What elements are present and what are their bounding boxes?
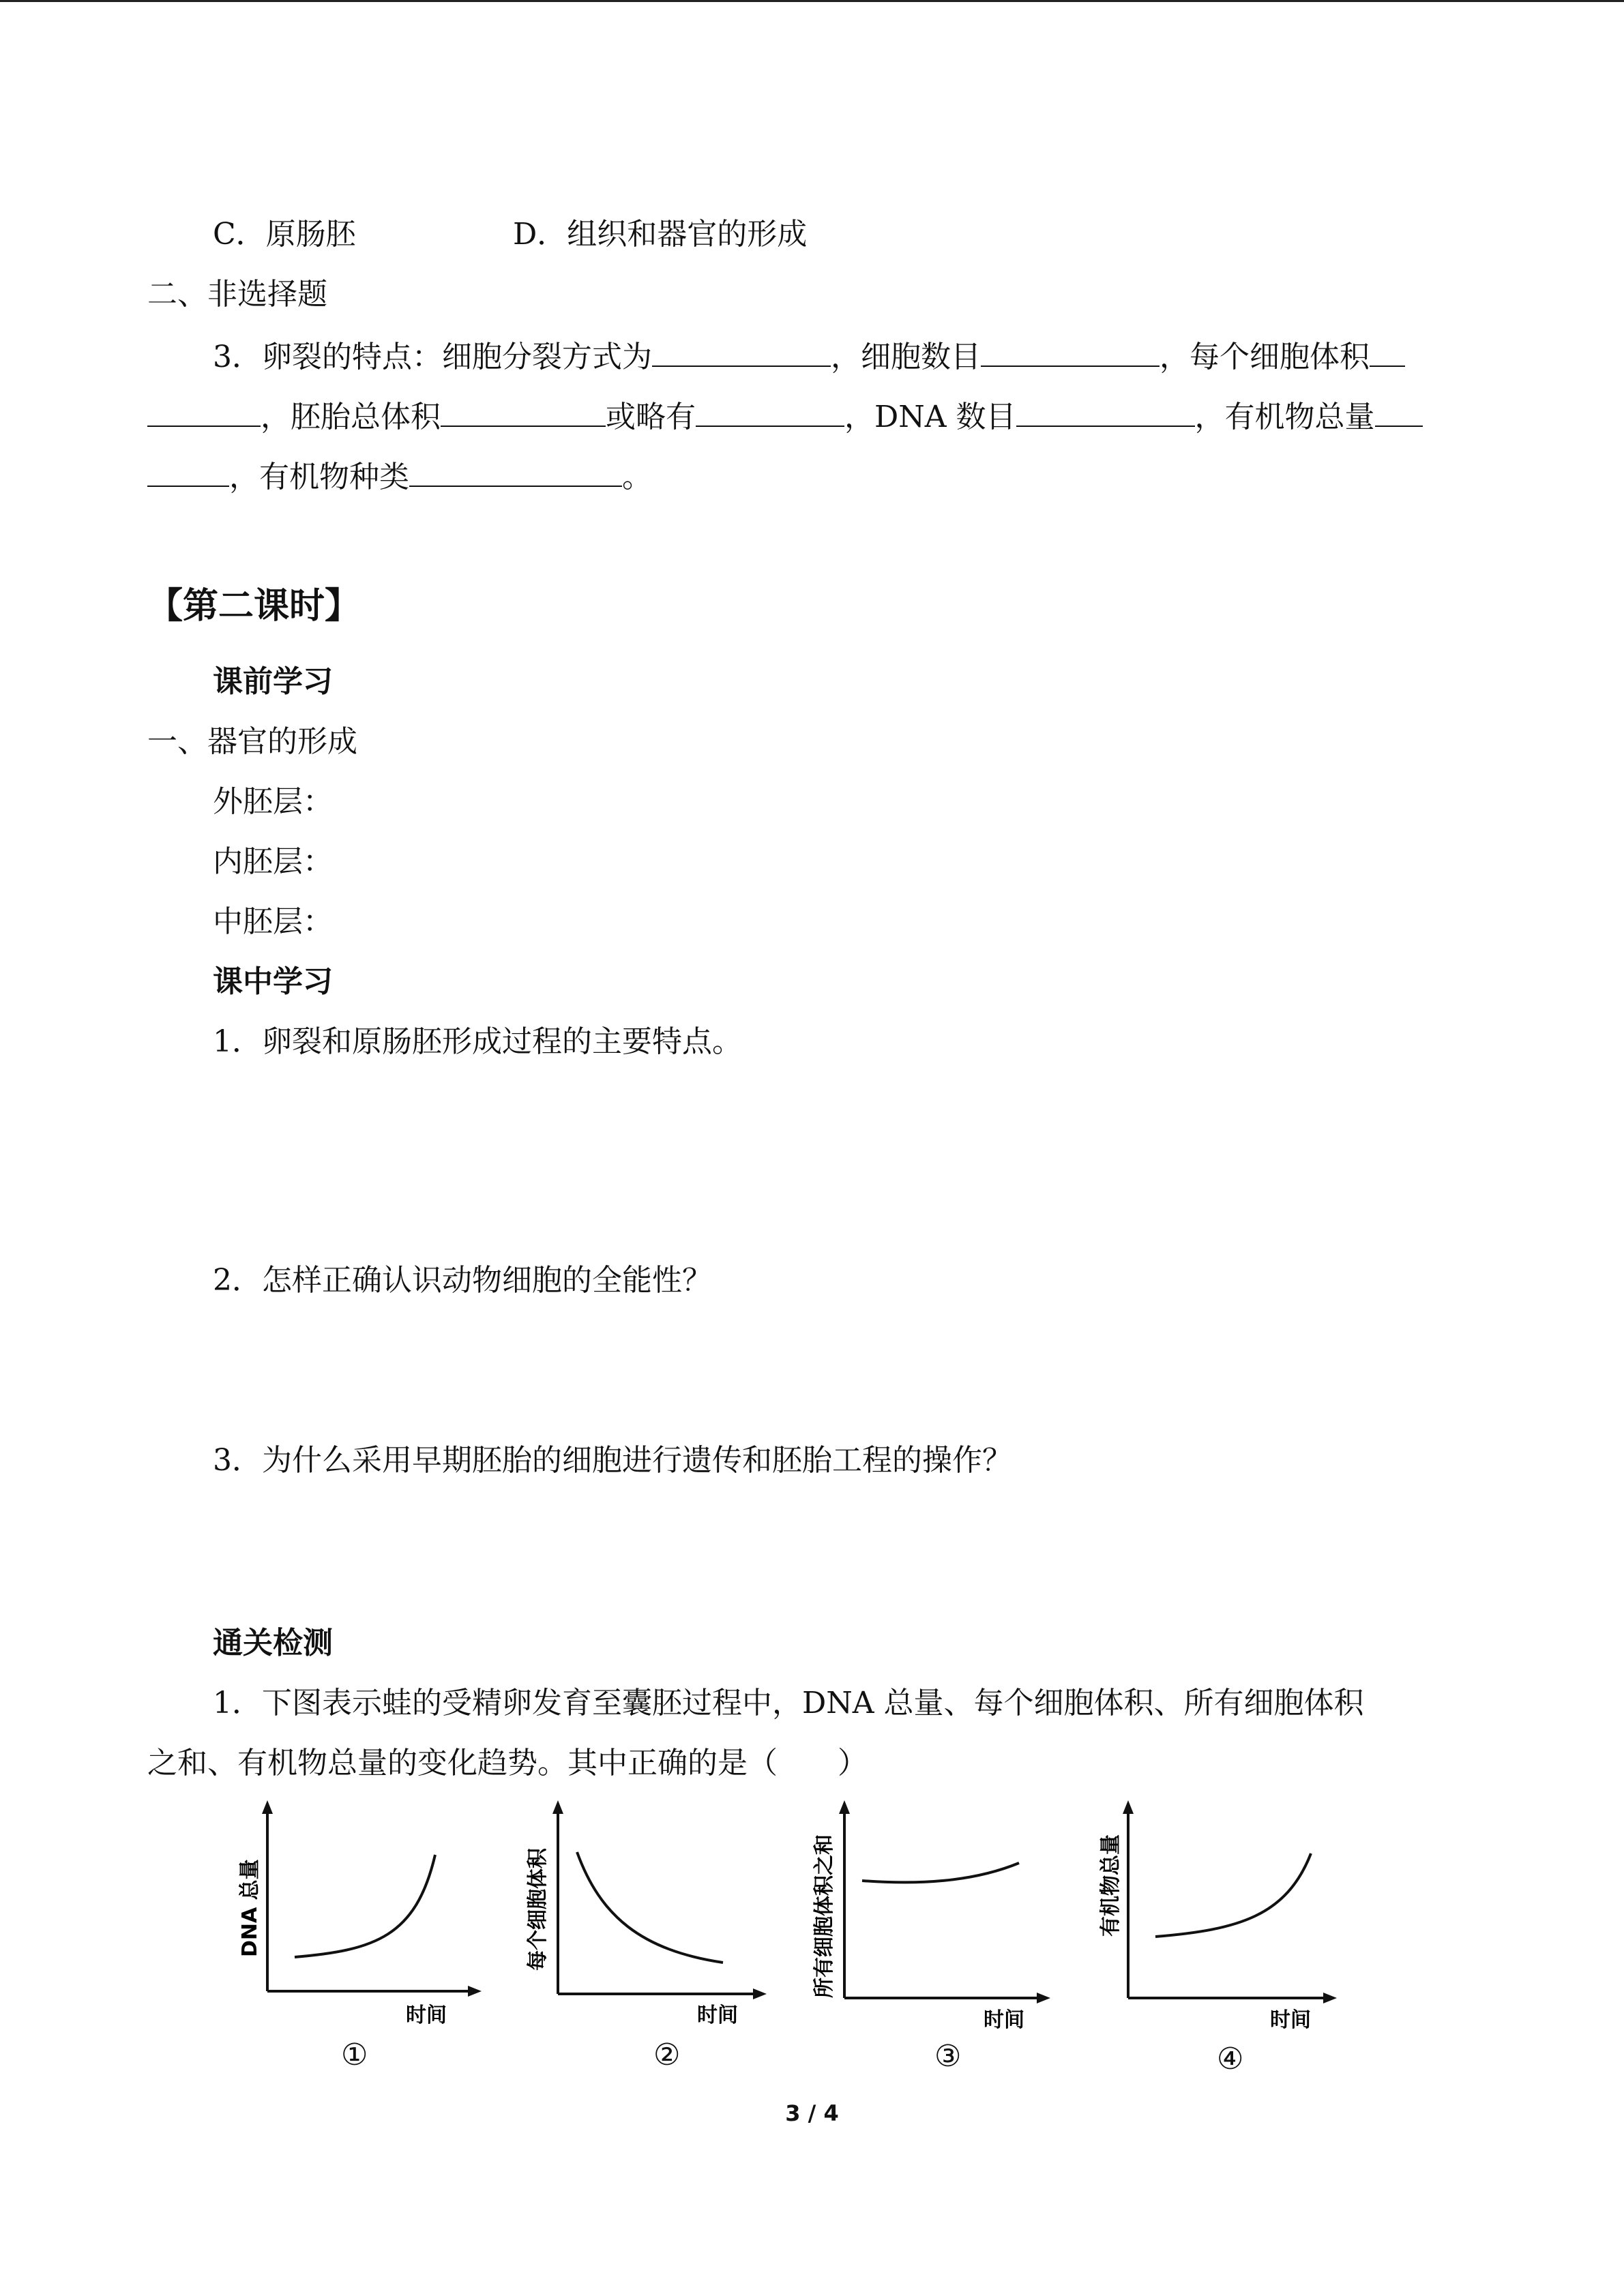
y-axis-label: 所有细胞体积之和 <box>812 1834 836 1998</box>
option-d: D．组织和器官的形成 <box>513 217 808 252</box>
ectoderm-label: 外胚层： <box>213 784 333 819</box>
blank[interactable] <box>696 396 844 427</box>
in-class-question-1: 1．卵裂和原肠胚形成过程的主要特点。 <box>213 1024 742 1059</box>
blank[interactable] <box>1370 336 1405 367</box>
graph-4-number: ④ <box>1217 2042 1244 2076</box>
q3-line-2: ，胚胎总体积 或略有 ，DNA 数目 ，有机物总量 <box>147 396 1423 438</box>
x-axis-label: 时间 <box>406 2003 447 2027</box>
graph-1-plot <box>232 1800 491 2032</box>
lesson-2-title: 【第二课时】 <box>147 586 361 627</box>
y-axis-arrow-icon <box>1123 1800 1134 1814</box>
pre-study-heading: 课前学习 <box>213 664 333 699</box>
q3-line-3: ，有机物种类 。 <box>147 456 652 498</box>
blank[interactable] <box>981 336 1160 367</box>
x-axis-arrow-icon <box>1323 1993 1337 2003</box>
check-question-1-line-2: 之和、有机物总量的变化趋势。其中正确的是（ ） <box>147 1746 868 1780</box>
blank[interactable] <box>409 456 622 487</box>
trend-curve <box>295 1855 435 1957</box>
check-question-1-line-1: 1．下图表示蛙的受精卵发育至囊胚过程中，DNA 总量、每个细胞体积、所有细胞体积 <box>213 1686 1364 1720</box>
blank[interactable] <box>652 336 831 367</box>
blank[interactable] <box>1375 396 1423 427</box>
option-c: C．原肠胚 <box>213 217 356 252</box>
graph-2-number: ② <box>653 2038 681 2072</box>
blank[interactable] <box>147 396 261 427</box>
endoderm-label: 内胚层： <box>213 844 333 879</box>
trend-curve <box>577 1852 723 1963</box>
trend-curve <box>1155 1853 1311 1937</box>
graph-1 <box>232 1800 491 2035</box>
y-axis-arrow-icon <box>839 1800 850 1814</box>
blank[interactable] <box>147 456 229 487</box>
graph-2-plot <box>518 1800 778 2032</box>
in-class-question-2: 2．怎样正确认识动物细胞的全能性？ <box>213 1263 712 1298</box>
graph-3 <box>802 1800 1061 2035</box>
y-axis-label: DNA 总量 <box>238 1859 262 1957</box>
in-class-heading: 课中学习 <box>213 964 333 999</box>
x-axis-label: 时间 <box>697 2003 738 2027</box>
graph-1-number: ① <box>341 2038 368 2072</box>
graph-3-number: ③ <box>934 2039 962 2074</box>
x-axis-arrow-icon <box>753 1988 767 1999</box>
y-axis-arrow-icon <box>262 1800 273 1814</box>
graph-4-plot <box>1089 1800 1348 2032</box>
trend-curve <box>862 1863 1019 1882</box>
x-axis-label: 时间 <box>984 2008 1024 2032</box>
x-axis-arrow-icon <box>468 1986 482 1997</box>
q3-line-1: 3．卵裂的特点：细胞分裂方式为 ，细胞数目 ，每个细胞体积 <box>213 336 1405 378</box>
y-axis-label: 每个细胞体积 <box>526 1848 550 1971</box>
organ-formation-heading: 一、器官的形成 <box>147 724 357 759</box>
blank[interactable] <box>1016 396 1195 427</box>
y-axis-arrow-icon <box>552 1800 563 1814</box>
x-axis-label: 时间 <box>1270 2008 1311 2032</box>
check-heading: 通关检测 <box>213 1626 333 1660</box>
blank[interactable] <box>441 396 606 427</box>
graph-2 <box>518 1800 778 2035</box>
y-axis-label: 有机物总量 <box>1099 1834 1123 1937</box>
page-number: 3 / 4 <box>785 2100 839 2126</box>
x-axis-arrow-icon <box>1037 1993 1050 2003</box>
graph-4 <box>1089 1800 1348 2035</box>
page-top-border <box>0 0 1624 2</box>
graph-3-plot <box>802 1800 1061 2032</box>
mesoderm-label: 中胚层： <box>213 904 333 939</box>
in-class-question-3: 3．为什么采用早期胚胎的细胞进行遗传和胚胎工程的操作？ <box>213 1443 1012 1478</box>
section-heading-nonchoice: 二、非选择题 <box>147 277 327 312</box>
